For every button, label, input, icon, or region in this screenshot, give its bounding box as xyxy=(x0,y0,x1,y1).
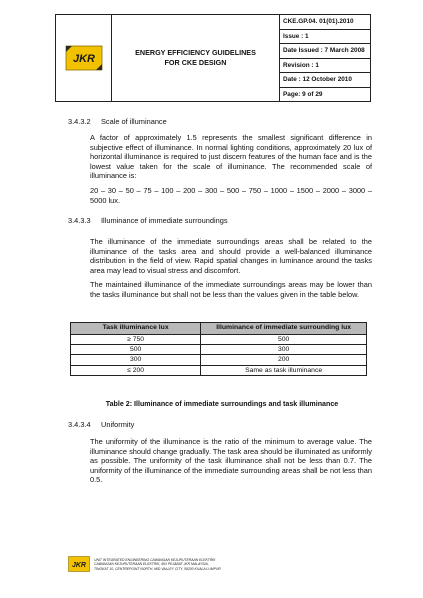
section-number: 3.4.3.4 xyxy=(68,420,91,429)
table-cell: Same as task illuminance xyxy=(201,365,367,375)
table-cell: 500 xyxy=(71,344,201,354)
section-title: Illuminance of immediate surroundings xyxy=(101,216,228,225)
footer-address xyxy=(94,558,221,571)
footer-line3: TINGKAT 10, CENTREPOINT NORTH, MID VALLEY CITY, 59200 KUALA LUMPUR xyxy=(94,566,221,571)
footer-logo-icon xyxy=(68,556,90,572)
table-row xyxy=(71,355,367,365)
table-caption: Table 2: Illuminance of immediate surroundings and task illuminance xyxy=(105,400,339,408)
section-number: 3.4.3.3 xyxy=(68,216,91,225)
paragraph-surroundings-2: The maintained illuminance of the immediate surroundings areas may be lower than the tasks illuminance but shall not be less than the values given in the table below. xyxy=(90,280,372,299)
table-cell: ≥ 750 xyxy=(71,334,201,344)
date-issued: Date Issued : 7 March 2008 xyxy=(280,44,370,59)
footer-line1: UNIT INTEGRATED ENGINEERING CAWANGAN KEJURUTERAAN ELEKTRIK xyxy=(94,558,216,562)
table-cell: 500 xyxy=(201,334,367,344)
table-cell: ≤ 200 xyxy=(71,365,201,375)
section-heading-3433 xyxy=(68,216,228,226)
paragraph-surroundings-1: The illuminance of the immediate surroundings areas shall be related to the illuminance of the tasks area and should provide a well-balanced illuminance distribution in the field of view. Rapid spatial changes in luminance around the tasks area may lead to visual stress and discomfort. xyxy=(90,237,372,275)
footer-logo-lettering: JKR xyxy=(71,562,87,569)
table-row xyxy=(71,334,367,344)
header-title xyxy=(112,15,280,101)
section-title: Uniformity xyxy=(101,420,135,429)
issue-number: Issue : 1 xyxy=(280,30,370,45)
header-title-line1: ENERGY EFFICIENCY GUIDELINES xyxy=(135,48,256,57)
table-row xyxy=(71,365,367,375)
document-header xyxy=(55,14,371,102)
table-header-row xyxy=(71,323,367,335)
header-logo xyxy=(56,15,112,101)
logo-lettering: JKR xyxy=(72,53,95,65)
page-number: Page: 9 of 29 xyxy=(283,90,323,98)
paragraph-scale-intro: A factor of approximately 1.5 represents the smallest significant difference in subjective effect of illuminance. In normal lighting conditions, approximately 20 lux of horizontal illuminance is required to just discern features of the human face and is the lowest value taken for the scale of illuminance. The recommended scale of illuminance is: xyxy=(90,133,372,181)
table-row xyxy=(71,344,367,354)
doc-code: CKE.GP.04. 01(01).2010 xyxy=(280,15,370,30)
section-heading-3434 xyxy=(68,420,134,430)
table-cell: 200 xyxy=(201,355,367,365)
revision-date: Date : 12 October 2010 xyxy=(280,73,370,88)
table-header-task: Task illuminance lux xyxy=(71,323,201,335)
paragraph-uniformity: The uniformity of the illuminance is the ratio of the minimum to average value. The illuminance should change gradually. The task area should be illuminated as uniformly as possible. The uniformity of the task illuminance shall not be less than 0.7. The uniformity of the illuminance of the immediate surrounding areas shall be not less than 0.5. xyxy=(90,437,372,485)
document-footer xyxy=(68,556,368,578)
header-meta xyxy=(280,15,370,101)
table-header-surrounding: Illuminance of immediate surrounding lux xyxy=(201,323,367,335)
jkr-logo-icon xyxy=(64,43,104,73)
illuminance-table xyxy=(70,322,367,376)
header-title-line2: FOR CKE DESIGN xyxy=(164,58,227,67)
revision-number: Revision : 1 xyxy=(280,59,370,74)
section-heading-3432 xyxy=(68,117,167,127)
section-title: Scale of illuminance xyxy=(101,117,167,126)
table-cell: 300 xyxy=(201,344,367,354)
paragraph-scale-values: 20 – 30 – 50 – 75 – 100 – 200 – 300 – 500 – 750 – 1000 – 1500 – 2000 – 3000 – 5000 lux. xyxy=(90,186,372,205)
footer-line2: CAWANGAN KEJURUTERAAN ELEKTRIK, IBU PEJABAT JKR MALAYSIA, xyxy=(94,562,209,567)
section-number: 3.4.3.2 xyxy=(68,117,91,126)
table-cell: 300 xyxy=(71,355,201,365)
